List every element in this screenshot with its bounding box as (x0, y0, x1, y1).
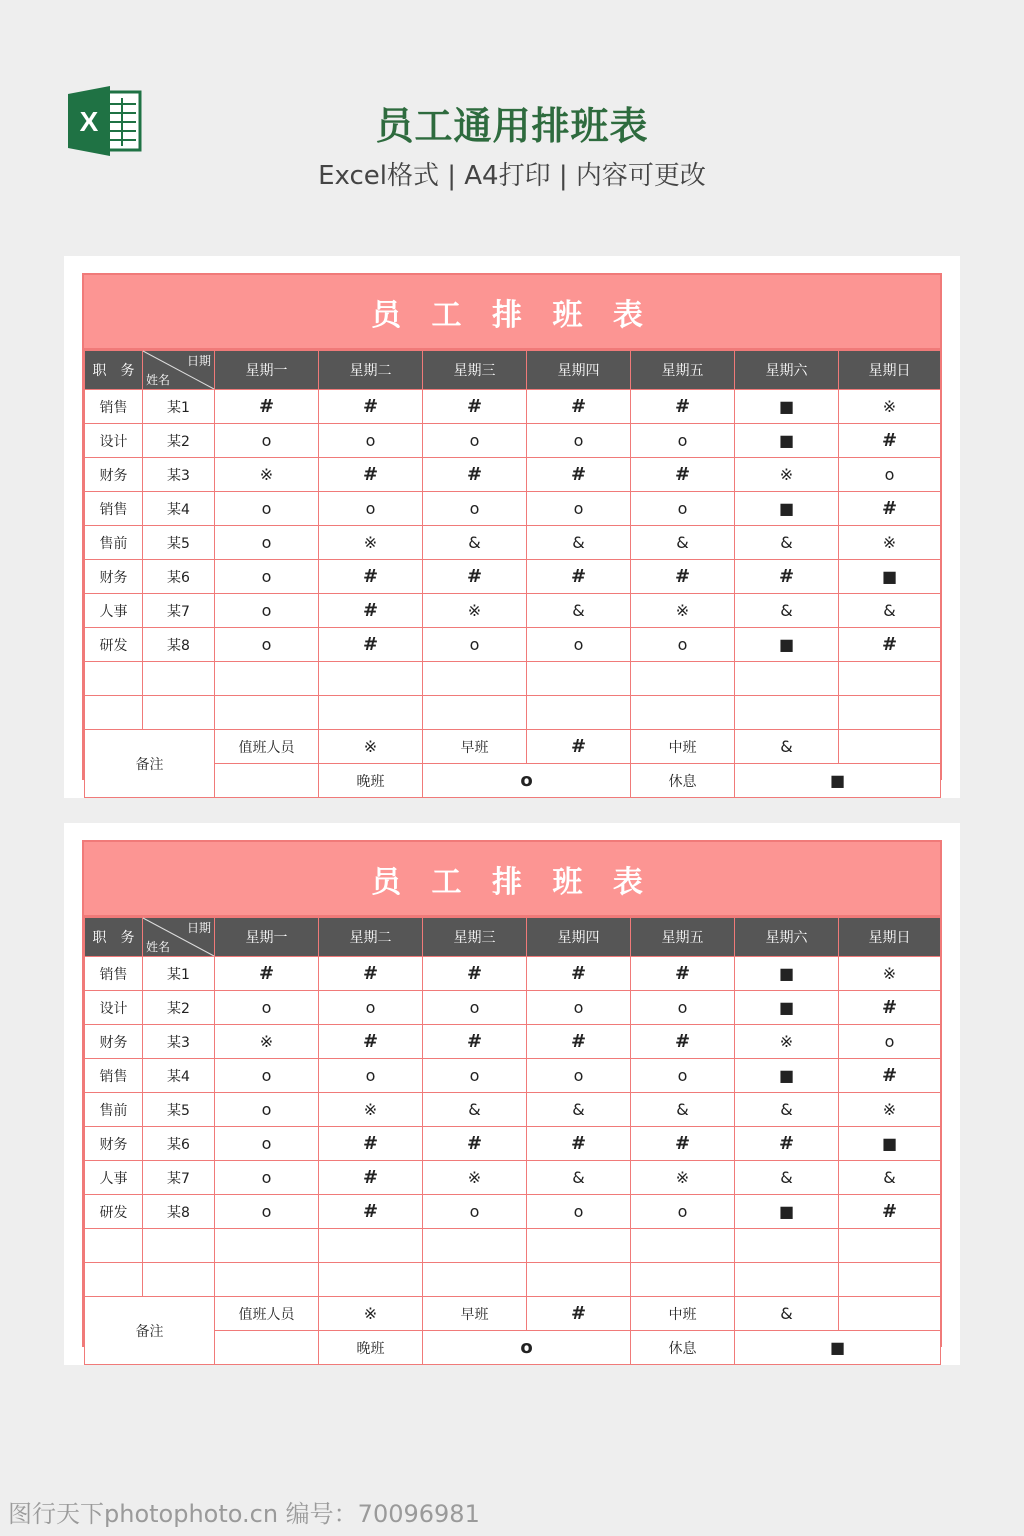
shift-cell: o (215, 424, 319, 458)
shift-cell: # (631, 458, 735, 492)
shift-cell: & (839, 594, 941, 628)
day-header: 星期二 (319, 351, 423, 390)
date-name-header (143, 351, 215, 390)
late-shift-label: 晚班 (319, 1331, 423, 1365)
shift-cell: o (527, 492, 631, 526)
shift-cell: # (423, 1127, 527, 1161)
name-cell: 某3 (143, 1025, 215, 1059)
shift-cell: # (423, 458, 527, 492)
table-row (85, 390, 941, 424)
shift-cell: & (527, 1161, 631, 1195)
shift-cell: # (631, 1025, 735, 1059)
shift-cell: & (735, 1161, 839, 1195)
table-row (85, 1195, 941, 1229)
empty-cell (839, 1297, 941, 1331)
shift-cell: # (423, 1025, 527, 1059)
shift-cell: # (319, 1025, 423, 1059)
rest-label: 休息 (631, 1331, 735, 1365)
table-row (85, 1093, 941, 1127)
position-cell: 销售 (85, 1059, 143, 1093)
table-row (85, 628, 941, 662)
day-header: 星期五 (631, 351, 735, 390)
name-cell: 某2 (143, 424, 215, 458)
day-header: 星期六 (735, 918, 839, 957)
page-title: 员工通用排班表 (375, 104, 649, 148)
empty-cell (143, 662, 215, 696)
shift-cell: & (735, 1093, 839, 1127)
shift-cell: # (423, 390, 527, 424)
mid-shift-label: 中班 (631, 1297, 735, 1331)
table-row (85, 1127, 941, 1161)
rest-symbol: ■ (735, 1331, 941, 1365)
empty-cell (423, 1229, 527, 1263)
table-row (85, 1025, 941, 1059)
shift-cell: ※ (839, 957, 941, 991)
empty-cell (215, 1229, 319, 1263)
schedule-card-1 (64, 256, 960, 798)
shift-cell: # (631, 390, 735, 424)
shift-cell: # (215, 957, 319, 991)
empty-cell (631, 1229, 735, 1263)
empty-cell (319, 1229, 423, 1263)
early-shift-symbol: # (527, 1297, 631, 1331)
schedule-table (84, 350, 941, 798)
shift-cell: o (527, 424, 631, 458)
shift-cell: ※ (215, 1025, 319, 1059)
shift-cell: o (631, 424, 735, 458)
position-cell: 销售 (85, 492, 143, 526)
position-cell: 财务 (85, 1025, 143, 1059)
shift-cell: o (423, 424, 527, 458)
empty-cell (631, 662, 735, 696)
name-cell: 某1 (143, 957, 215, 991)
position-cell: 财务 (85, 1127, 143, 1161)
empty-cell (735, 1263, 839, 1297)
sheet-title: 员 工 排 班 表 (84, 842, 940, 917)
position-cell: 研发 (85, 1195, 143, 1229)
shift-cell: # (319, 390, 423, 424)
empty-cell (839, 730, 941, 764)
shift-cell: # (423, 560, 527, 594)
empty-cell (215, 662, 319, 696)
empty-cell (215, 1263, 319, 1297)
day-header: 星期五 (631, 918, 735, 957)
empty-cell (423, 696, 527, 730)
shift-cell: o (215, 628, 319, 662)
shift-cell: # (527, 1025, 631, 1059)
table-row (85, 458, 941, 492)
shift-cell: o (423, 991, 527, 1025)
notes-label: 备注 (85, 1297, 215, 1365)
shift-cell: ■ (735, 1195, 839, 1229)
empty-cell (215, 696, 319, 730)
shift-cell: & (423, 1093, 527, 1127)
table-row (85, 560, 941, 594)
shift-cell: # (423, 957, 527, 991)
duty-symbol: ※ (319, 1297, 423, 1331)
name-cell: 某1 (143, 390, 215, 424)
shift-cell: & (527, 594, 631, 628)
position-header: 职 务 (85, 918, 143, 957)
shift-cell: # (527, 957, 631, 991)
late-shift-symbol: o (423, 764, 631, 798)
shift-cell: o (527, 1059, 631, 1093)
name-cell: 某4 (143, 492, 215, 526)
empty-row (85, 662, 941, 696)
shift-cell: o (319, 991, 423, 1025)
shift-cell: ■ (735, 390, 839, 424)
shift-cell: # (839, 424, 941, 458)
shift-cell: # (839, 492, 941, 526)
empty-cell (85, 1229, 143, 1263)
shift-cell: # (319, 560, 423, 594)
shift-cell: o (215, 991, 319, 1025)
duty-label: 值班人员 (215, 730, 319, 764)
shift-cell: # (319, 458, 423, 492)
shift-cell: o (215, 1059, 319, 1093)
day-header: 星期日 (839, 351, 941, 390)
shift-cell: ■ (735, 957, 839, 991)
shift-cell: o (631, 1059, 735, 1093)
empty-cell (319, 1263, 423, 1297)
empty-cell (735, 662, 839, 696)
empty-row (85, 696, 941, 730)
empty-cell (143, 696, 215, 730)
shift-cell: o (527, 991, 631, 1025)
notes-row-1 (85, 730, 941, 764)
name-cell: 某2 (143, 991, 215, 1025)
table-row (85, 991, 941, 1025)
duty-label: 值班人员 (215, 1297, 319, 1331)
shift-cell: # (319, 594, 423, 628)
shift-cell: o (423, 492, 527, 526)
watermark: 图行天下photophoto.cn 编号：70096981 (8, 1500, 480, 1528)
schedule-table (84, 917, 941, 1365)
empty-cell (85, 696, 143, 730)
empty-cell (143, 1229, 215, 1263)
late-shift-symbol: o (423, 1331, 631, 1365)
shift-cell: ※ (319, 1093, 423, 1127)
name-cell: 某6 (143, 560, 215, 594)
shift-cell: o (319, 1059, 423, 1093)
header-row (85, 918, 941, 957)
mid-shift-label: 中班 (631, 730, 735, 764)
shift-cell: & (423, 526, 527, 560)
early-shift-label: 早班 (423, 730, 527, 764)
date-label: 日期 (186, 354, 211, 368)
position-cell: 人事 (85, 594, 143, 628)
empty-cell (735, 696, 839, 730)
empty-cell (735, 1229, 839, 1263)
empty-cell (215, 1331, 319, 1365)
day-header: 星期一 (215, 918, 319, 957)
table-row (85, 424, 941, 458)
shift-cell: ※ (215, 458, 319, 492)
day-header: 星期六 (735, 351, 839, 390)
empty-cell (85, 1263, 143, 1297)
empty-cell (319, 696, 423, 730)
name-label: 姓名 (146, 373, 171, 387)
shift-cell: ■ (735, 628, 839, 662)
shift-cell: & (527, 1093, 631, 1127)
shift-cell: # (839, 991, 941, 1025)
empty-cell (215, 764, 319, 798)
shift-cell: # (735, 1127, 839, 1161)
empty-cell (85, 662, 143, 696)
shift-cell: o (215, 1161, 319, 1195)
rest-label: 休息 (631, 764, 735, 798)
name-label: 姓名 (146, 940, 171, 954)
table-row (85, 526, 941, 560)
shift-cell: o (215, 526, 319, 560)
name-cell: 某8 (143, 628, 215, 662)
late-shift-label: 晚班 (319, 764, 423, 798)
sheet-title: 员 工 排 班 表 (84, 275, 940, 350)
table-row (85, 957, 941, 991)
shift-cell: o (215, 1127, 319, 1161)
shift-cell: & (631, 526, 735, 560)
empty-row (85, 1263, 941, 1297)
shift-cell: ※ (423, 1161, 527, 1195)
shift-cell: ※ (319, 526, 423, 560)
shift-cell: # (527, 560, 631, 594)
shift-cell: # (839, 1195, 941, 1229)
shift-cell: # (527, 458, 631, 492)
table-row (85, 492, 941, 526)
position-cell: 研发 (85, 628, 143, 662)
page-subtitle: Excel格式 | A4打印 | 内容可更改 (318, 161, 706, 191)
shift-cell: & (631, 1093, 735, 1127)
shift-cell: ■ (839, 1127, 941, 1161)
name-cell: 某7 (143, 594, 215, 628)
empty-cell (839, 662, 941, 696)
table-row (85, 1059, 941, 1093)
date-name-header (143, 918, 215, 957)
shift-cell: & (527, 526, 631, 560)
shift-cell: o (423, 1059, 527, 1093)
date-label: 日期 (186, 921, 211, 935)
shift-cell: # (735, 560, 839, 594)
schedule-sheet (82, 840, 942, 1358)
empty-cell (839, 1229, 941, 1263)
name-cell: 某7 (143, 1161, 215, 1195)
schedule-card-2 (64, 823, 960, 1365)
day-header: 星期一 (215, 351, 319, 390)
empty-cell (423, 662, 527, 696)
shift-cell: # (527, 390, 631, 424)
empty-cell (527, 696, 631, 730)
notes-row-1 (85, 1297, 941, 1331)
shift-cell: # (631, 1127, 735, 1161)
shift-cell: & (839, 1161, 941, 1195)
header-row (85, 351, 941, 390)
shift-cell: # (319, 1127, 423, 1161)
position-header: 职 务 (85, 351, 143, 390)
day-header: 星期三 (423, 351, 527, 390)
shift-cell: # (631, 957, 735, 991)
position-cell: 设计 (85, 991, 143, 1025)
position-cell: 财务 (85, 560, 143, 594)
shift-cell: o (631, 628, 735, 662)
position-cell: 销售 (85, 390, 143, 424)
shift-cell: & (735, 594, 839, 628)
shift-cell: o (631, 1195, 735, 1229)
position-cell: 财务 (85, 458, 143, 492)
shift-cell: o (631, 991, 735, 1025)
shift-cell: ■ (735, 492, 839, 526)
day-header: 星期二 (319, 918, 423, 957)
empty-cell (839, 1263, 941, 1297)
day-header: 星期四 (527, 918, 631, 957)
table-row (85, 1161, 941, 1195)
shift-cell: o (215, 1195, 319, 1229)
position-cell: 人事 (85, 1161, 143, 1195)
shift-cell: o (319, 492, 423, 526)
name-cell: 某6 (143, 1127, 215, 1161)
position-cell: 销售 (85, 957, 143, 991)
shift-cell: ※ (423, 594, 527, 628)
shift-cell: ※ (839, 1093, 941, 1127)
shift-cell: o (215, 560, 319, 594)
empty-cell (527, 662, 631, 696)
early-shift-label: 早班 (423, 1297, 527, 1331)
shift-cell: ※ (735, 458, 839, 492)
mid-shift-symbol: & (735, 1297, 839, 1331)
position-cell: 设计 (85, 424, 143, 458)
shift-cell: # (319, 1161, 423, 1195)
day-header: 星期四 (527, 351, 631, 390)
shift-cell: o (215, 1093, 319, 1127)
notes-label: 备注 (85, 730, 215, 798)
shift-cell: o (215, 594, 319, 628)
empty-row (85, 1229, 941, 1263)
shift-cell: ※ (735, 1025, 839, 1059)
position-cell: 售前 (85, 526, 143, 560)
mid-shift-symbol: & (735, 730, 839, 764)
shift-cell: # (319, 957, 423, 991)
shift-cell: & (735, 526, 839, 560)
empty-cell (839, 696, 941, 730)
shift-cell: ※ (839, 526, 941, 560)
shift-cell: # (839, 1059, 941, 1093)
day-header: 星期日 (839, 918, 941, 957)
shift-cell: o (527, 1195, 631, 1229)
empty-cell (527, 1263, 631, 1297)
empty-cell (631, 1263, 735, 1297)
shift-cell: ■ (735, 424, 839, 458)
empty-cell (631, 696, 735, 730)
shift-cell: ■ (839, 560, 941, 594)
name-cell: 某4 (143, 1059, 215, 1093)
shift-cell: o (839, 1025, 941, 1059)
position-cell: 售前 (85, 1093, 143, 1127)
name-cell: 某5 (143, 1093, 215, 1127)
rest-symbol: ■ (735, 764, 941, 798)
shift-cell: # (631, 560, 735, 594)
shift-cell: ※ (839, 390, 941, 424)
shift-cell: o (423, 628, 527, 662)
shift-cell: o (527, 628, 631, 662)
shift-cell: o (319, 424, 423, 458)
svg-text:X: X (79, 106, 99, 137)
shift-cell: o (423, 1195, 527, 1229)
shift-cell: # (215, 390, 319, 424)
early-shift-symbol: # (527, 730, 631, 764)
empty-cell (527, 1229, 631, 1263)
schedule-sheet (82, 273, 942, 791)
shift-cell: o (631, 492, 735, 526)
table-row (85, 594, 941, 628)
empty-cell (423, 1263, 527, 1297)
name-cell: 某8 (143, 1195, 215, 1229)
shift-cell: ■ (735, 991, 839, 1025)
empty-cell (143, 1263, 215, 1297)
duty-symbol: ※ (319, 730, 423, 764)
shift-cell: o (839, 458, 941, 492)
shift-cell: o (215, 492, 319, 526)
day-header: 星期三 (423, 918, 527, 957)
shift-cell: # (839, 628, 941, 662)
shift-cell: # (319, 1195, 423, 1229)
shift-cell: ※ (631, 1161, 735, 1195)
shift-cell: # (319, 628, 423, 662)
empty-cell (319, 662, 423, 696)
name-cell: 某5 (143, 526, 215, 560)
page-header (0, 0, 1024, 230)
shift-cell: ※ (631, 594, 735, 628)
shift-cell: ■ (735, 1059, 839, 1093)
name-cell: 某3 (143, 458, 215, 492)
shift-cell: # (527, 1127, 631, 1161)
